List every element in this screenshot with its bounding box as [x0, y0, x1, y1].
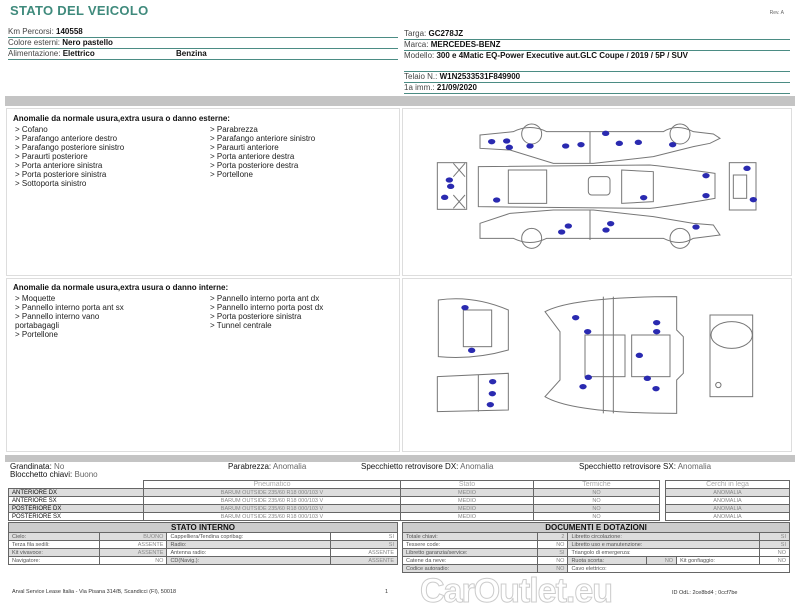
col-termiche: Termiche — [534, 481, 660, 489]
damage-item: > Pannello interno porta post dx — [210, 303, 324, 312]
tire-termiche: NO — [534, 489, 660, 497]
page-number: 1 — [385, 589, 389, 595]
item-label: CD(Navig.): — [167, 557, 331, 565]
damage-marker — [562, 143, 569, 148]
tire-position: POSTERIORE SX — [9, 513, 144, 521]
item-value: NO — [100, 557, 167, 565]
damage-marker — [584, 329, 591, 334]
telaio-row: Telaio N.: W1N2533531F849900 — [404, 72, 790, 83]
damage-marker — [506, 145, 513, 150]
damage-item: > Paraurti posteriore — [15, 152, 88, 161]
doc-label: Codice autoradio: — [403, 565, 538, 573]
external-damage-list-1 — [15, 125, 124, 188]
damage-marker — [602, 227, 609, 232]
damage-item: > Cofano — [15, 125, 48, 134]
tire-position: POSTERIORE DX — [9, 505, 144, 513]
doc-label: Libretto circolazione: — [568, 533, 759, 541]
dashboard-outline — [710, 315, 753, 397]
external-damage-panel — [6, 108, 400, 276]
item-value: ASSENTE — [100, 549, 167, 557]
tire-stato: MEDIO — [401, 497, 534, 505]
tire-termiche: NO — [534, 497, 660, 505]
immatricolazione-row: 1a imm.: 21/09/2020 — [404, 83, 790, 94]
damage-marker — [489, 379, 496, 384]
damage-item: > Porta posteriore sinistra — [210, 312, 302, 321]
damage-item: > Porta posteriore destra — [210, 161, 299, 170]
car-damage-diagram — [400, 110, 800, 450]
tire-row — [9, 489, 660, 497]
tires-table — [8, 480, 660, 521]
damage-item: > Paraurti anteriore — [210, 143, 279, 152]
doc-value: NO — [759, 557, 789, 565]
stato-interno-row — [9, 541, 398, 549]
item-value: SI — [330, 533, 397, 541]
doc-label: Cavo elettrico: — [568, 565, 790, 573]
damage-marker — [565, 223, 572, 228]
stato-interno-row — [9, 549, 398, 557]
damage-item: > Pannello interno vano — [15, 312, 100, 321]
item-label: Radio: — [167, 541, 331, 549]
damage-marker — [579, 384, 586, 389]
damage-marker — [577, 142, 584, 147]
marca-row: Marca: MERCEDES-BENZ — [404, 40, 790, 51]
damage-item: > Pannello interno porta ant sx — [15, 303, 124, 312]
damage-item: > Sottoporta sinistro — [15, 179, 87, 188]
damage-marker — [503, 138, 510, 143]
damage-item: > Portellone — [210, 170, 253, 179]
colore-row: Colore esterni: Nero pastello — [8, 38, 398, 49]
stato-interno-row — [9, 557, 398, 565]
footer-address: Arval Service Lease Italia - Via Pisana 314/B, Scandicci (FI), 50018 — [12, 589, 177, 595]
damage-marker — [653, 320, 660, 325]
damage-marker — [607, 221, 614, 226]
car-side-left-outline — [480, 124, 720, 163]
grandinata: Grandinata: No — [10, 462, 65, 471]
damage-item: > Moquette — [15, 294, 56, 303]
damage-item: > Parabrezza — [210, 125, 258, 134]
doc-value: 2 — [538, 533, 568, 541]
page-title: STATO DEL VEICOLO — [10, 3, 149, 18]
damage-item: > Porta anteriore destra — [210, 152, 295, 161]
tailgate-interior-outline — [437, 373, 508, 411]
documenti-title: DOCUMENTI E DOTAZIONI — [403, 523, 790, 533]
item-label: Cappelliera/Tendina copribag: — [167, 533, 331, 541]
damage-item: > Tunnel centrale — [210, 321, 272, 330]
internal-damage-list-1 — [15, 294, 124, 339]
car-rear-outline — [729, 163, 756, 210]
documenti-table — [402, 522, 790, 573]
watermark-logo: CarOutlet.eu — [420, 572, 613, 610]
item-label: Kit vivavoce: — [9, 549, 100, 557]
damage-marker — [640, 195, 647, 200]
damage-marker — [441, 195, 448, 200]
item-value: ASSENTE — [330, 549, 397, 557]
damage-marker — [669, 142, 676, 147]
modello-row: Modello: 300 e 4Matic EQ-Power Executive aut.GLC Coupe / 2019 / 5P / SUV — [404, 51, 790, 72]
doc-label: Tessere code: — [403, 541, 538, 549]
damage-marker — [572, 315, 579, 320]
specchietto-dx-status: Specchietto retrovisore DX: Anomalia — [361, 462, 494, 471]
damage-item: > Parafango anteriore sinistro — [210, 134, 316, 143]
doc-label: Libretto garanzia/service: — [403, 549, 538, 557]
doc-value: NO — [759, 549, 789, 557]
tire-position: ANTERIORE DX — [9, 489, 144, 497]
doc-value: NO — [646, 557, 676, 565]
damage-marker — [489, 391, 496, 396]
damage-marker — [653, 329, 660, 334]
col-pneumatico: Pneumatico — [144, 481, 401, 489]
damage-marker — [488, 139, 495, 144]
damage-item: > Portellone — [15, 330, 58, 339]
tire-termiche: NO — [534, 513, 660, 521]
tire-row — [9, 505, 660, 513]
tire-stato: MEDIO — [401, 513, 534, 521]
damage-marker — [526, 143, 533, 148]
tire-position: ANTERIORE SX — [9, 497, 144, 505]
doc-label: Libretto uso e manutenzione: — [568, 541, 759, 549]
damage-marker — [447, 184, 454, 189]
damage-marker — [635, 140, 642, 145]
divider-bar-2 — [5, 455, 795, 462]
damage-marker — [750, 197, 757, 202]
external-damage-list-2 — [210, 125, 315, 179]
specchietto-sx-status: Specchietto retrovisore SX: Anomalia — [579, 462, 712, 471]
doc-label: Totale chiavi: — [403, 533, 538, 541]
doc-label: Triangolo di emergenza: — [568, 549, 759, 557]
footer-id: ID OdL: 2ce8bd4 ; 0ccf7be — [672, 590, 738, 596]
tire-description: BARUM OUTSIDE 235/60 R18 000/103 V — [144, 513, 401, 521]
rim-status: ANOMALIA — [666, 497, 790, 505]
doc-label: Ruota scorta: — [568, 557, 647, 565]
rim-status: ANOMALIA — [666, 513, 790, 521]
damage-marker — [692, 224, 699, 229]
col-stato: Stato — [401, 481, 534, 489]
damage-item: > Pannello interno porta ant dx — [210, 294, 320, 303]
tire-row — [9, 513, 660, 521]
item-label: Cielo: — [9, 533, 100, 541]
blocchetto-chiavi: Blocchetto chiavi: Buono — [10, 470, 98, 479]
doc-value: SI — [759, 541, 789, 549]
damage-marker — [446, 177, 453, 182]
damage-marker — [487, 402, 494, 407]
doc-value: NO — [538, 557, 568, 565]
tire-termiche: NO — [534, 505, 660, 513]
cabin-interior-outline — [545, 297, 683, 414]
damage-item: portabagagli — [15, 321, 60, 330]
col-cerchi: Cerchi in lega — [666, 481, 790, 489]
item-label: Antenna radio: — [167, 549, 331, 557]
damage-marker — [702, 193, 709, 198]
internal-damage-title: Anomalie da normale usura,extra usura o danno interne: — [13, 283, 229, 292]
doc-label: Kit gonfiaggio: — [677, 557, 760, 565]
tire-stato: MEDIO — [401, 489, 534, 497]
damage-marker — [743, 166, 750, 171]
doc-value: SI — [538, 549, 568, 557]
tire-description: BARUM OUTSIDE 235/60 R18 000/103 V — [144, 497, 401, 505]
damage-marker — [493, 197, 500, 202]
damage-marker — [636, 353, 643, 358]
damage-marker — [616, 141, 623, 146]
damage-item: > Porta posteriore sinistra — [15, 170, 107, 179]
divider-bar — [5, 96, 795, 106]
km-row: Km Percorsi: 140558 — [8, 27, 398, 38]
revision: Rev. A — [769, 10, 784, 16]
tire-description: BARUM OUTSIDE 235/60 R18 000/103 V — [144, 489, 401, 497]
stato-interno-row — [9, 533, 398, 541]
rim-status: ANOMALIA — [666, 505, 790, 513]
item-value: SI — [330, 541, 397, 549]
damage-marker — [652, 386, 659, 391]
damage-item: > Parafango posteriore sinistro — [15, 143, 125, 152]
tire-stato: MEDIO — [401, 505, 534, 513]
item-label: Terza fila sedili: — [9, 541, 100, 549]
doc-value: NO — [538, 541, 568, 549]
rims-table — [665, 480, 790, 521]
damage-marker — [585, 375, 592, 380]
stato-interno-title: STATO INTERNO — [9, 523, 398, 533]
internal-damage-panel — [6, 278, 400, 452]
alimentazione-row: Alimentazione: Elettrico Benzina — [8, 49, 398, 60]
tire-description: BARUM OUTSIDE 235/60 R18 000/103 V — [144, 505, 401, 513]
parabrezza-status: Parabrezza: Anomalia — [228, 462, 307, 471]
internal-damage-list-2 — [210, 294, 323, 330]
doc-value: SI — [759, 533, 789, 541]
external-damage-title: Anomalie da normale usura,extra usura o danno esterne: — [13, 114, 230, 123]
tire-row — [9, 497, 660, 505]
item-value: BUONO — [100, 533, 167, 541]
damage-marker — [468, 348, 475, 353]
stato-interno-table — [8, 522, 398, 565]
damage-marker — [702, 173, 709, 178]
damage-item: > Porta anteriore sinistra — [15, 161, 103, 170]
item-label: Navigatore: — [9, 557, 100, 565]
targa-row: Targa: GC278JZ — [404, 29, 790, 40]
item-value: ASSENTE — [330, 557, 397, 565]
car-side-right-outline — [480, 210, 720, 248]
item-value: ASSENTE — [100, 541, 167, 549]
car-top-outline — [478, 165, 715, 208]
damage-marker — [602, 131, 609, 136]
doc-label: Catene da neve: — [403, 557, 538, 565]
doc-value: NO — [538, 565, 568, 573]
rim-status: ANOMALIA — [666, 489, 790, 497]
damage-marker — [461, 305, 468, 310]
damage-marker — [644, 376, 651, 381]
damage-item: > Parafango anteriore destro — [15, 134, 118, 143]
damage-marker — [558, 229, 565, 234]
